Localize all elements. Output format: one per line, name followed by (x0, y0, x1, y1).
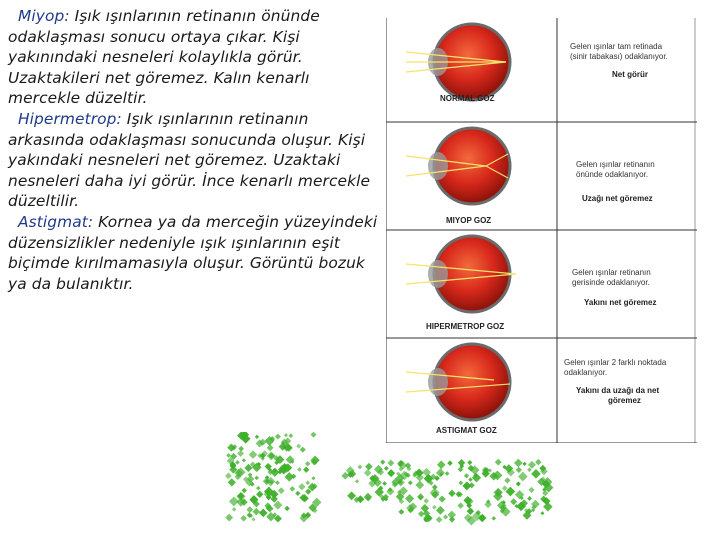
leaf-mark (387, 460, 394, 467)
leaf-mark (510, 498, 517, 505)
text-astigmat: Kornea ya da merceğin yüzeyindeki düzensizlikler nedeniyle ışık ışınlarının eşit biçimde kırılmamasıyla oluşur. Görüntü bozuk ya da bulanıktır. (8, 212, 378, 293)
leaf-mark (527, 467, 532, 472)
leaf-mark (516, 467, 522, 473)
leaf-mark (445, 471, 450, 476)
leaf-mark (252, 508, 260, 516)
leaf-mark (256, 486, 261, 491)
leaf-mark (415, 481, 424, 490)
leaf-mark (358, 465, 363, 470)
leaf-mark (275, 434, 281, 440)
leaf-mark (540, 511, 544, 515)
leaf-mark (249, 450, 257, 458)
leaf-mark (295, 491, 300, 496)
note-hipermetrop-2: gerisinde odaklanıyor. (572, 278, 650, 287)
leaf-mark (543, 502, 552, 511)
leaf-mark (495, 459, 502, 466)
leaf-mark (290, 486, 296, 492)
leaf-mark (355, 479, 359, 483)
leaf-mark (284, 506, 289, 511)
note-astigmat-3: Yakını da uzağı da net (576, 386, 660, 395)
paragraph-miyop (8, 6, 378, 109)
label-astigmat: ASTIGMAT GOZ (436, 426, 497, 435)
note-hipermetrop-1: Gelen ışınlar retinanın (572, 268, 651, 277)
leaf-mark (432, 505, 437, 510)
leaf-mark (296, 444, 301, 449)
leaf-mark (252, 517, 256, 521)
leaf-mark (284, 433, 288, 437)
leaf-mark (238, 446, 244, 452)
eye-defects-diagram (386, 18, 697, 443)
term-hipermetrop: Hipermetrop: (18, 109, 122, 128)
leaf-mark (423, 498, 429, 504)
note-normal-3: Net görür (612, 70, 648, 79)
leaf-mark (437, 460, 446, 469)
leaf-mark (387, 469, 395, 477)
leaf-mark (449, 516, 455, 522)
leaf-mark (443, 514, 448, 519)
leaf-mark (242, 488, 247, 493)
leaf-mark (237, 492, 245, 500)
paragraph-hipermetrop (8, 109, 378, 212)
term-astigmat: Astigmat: (18, 212, 94, 231)
leaf-mark (464, 473, 469, 478)
leaf-mark (502, 485, 508, 491)
leaf-mark (311, 476, 315, 480)
note-miyop-1: Gelen ışınlar retinanın (576, 160, 655, 169)
note-normal-1: Gelen ışınlar tam retinada (570, 42, 663, 51)
leaf-mark (240, 515, 247, 522)
leaves-icon (220, 432, 580, 532)
note-astigmat-2: odaklanıyor. (564, 368, 608, 377)
note-hipermetrop-3: Yakını net göremez (584, 298, 657, 307)
leaf-mark (384, 466, 389, 471)
leaf-mark (259, 509, 268, 518)
leaf-mark (522, 462, 526, 466)
leaf-mark (256, 491, 263, 498)
leaf-mark (386, 487, 394, 495)
leaf-mark (492, 516, 497, 521)
leaf-mark (516, 481, 521, 486)
leaf-mark (458, 481, 463, 486)
explanation-text (8, 6, 378, 294)
leaf-mark (255, 476, 259, 480)
leaf-mark (303, 467, 309, 473)
leaf-mark (310, 432, 316, 438)
leaf-mark (275, 480, 280, 485)
leaf-mark (226, 453, 231, 458)
leaf-mark (225, 514, 233, 522)
leaf-mark (242, 458, 246, 462)
leaf-mark (518, 472, 528, 482)
text-miyop: Işık ışınlarının retinanın önünde odaklaşması sonucu ortaya çıkar. Kişi yakınındaki nesneleri kolaylıkla görür. Uzaktakileri net göremez. Kalın kenarlı mercekle düzeltir. (8, 7, 320, 108)
term-miyop: Miyop: (18, 7, 70, 25)
leaf-mark (448, 490, 455, 497)
leaf-mark (300, 447, 306, 453)
leaf-mark (364, 469, 372, 477)
leaf-mark (228, 478, 236, 486)
leaf-mark (232, 507, 236, 511)
leaf-mark (527, 496, 532, 501)
leaf-mark (229, 496, 239, 506)
leaf-mark (341, 472, 348, 479)
leaf-mark (468, 477, 472, 481)
leaf-mark (447, 460, 453, 466)
leaf-mark (270, 495, 277, 502)
leaf-mark (467, 460, 472, 465)
paragraph-astigmat (8, 212, 378, 294)
leaf-mark (398, 509, 404, 515)
leaf-mark (528, 487, 534, 493)
leaf-mark (297, 467, 302, 472)
leaf-mark (528, 461, 536, 469)
leaf-mark (365, 463, 372, 470)
leaf-mark (418, 511, 425, 518)
leaf-mark (357, 495, 365, 503)
leaf-mark (408, 480, 413, 485)
leaf-mark (405, 494, 414, 503)
note-astigmat-1: Gelen ışınlar 2 farklı noktada (564, 358, 667, 367)
leaf-mark (255, 435, 259, 439)
label-miyop: MIYOP GOZ (446, 216, 492, 225)
leaf-mark (235, 460, 240, 465)
leaf-mark (237, 450, 244, 457)
label-normal: NORMAL GOZ (440, 94, 495, 103)
leaf-mark (225, 473, 232, 480)
leaf-mark (288, 433, 293, 438)
leaf-mark (458, 459, 465, 466)
leaf-mark (305, 461, 310, 466)
leaf-mark (467, 507, 474, 514)
leaf-mark (436, 516, 443, 523)
eye-normal-icon (386, 18, 557, 122)
text-hipermetrop: Işık ışınlarının retinanın arkasında odaklaşması sonucunda oluşur. Kişi yakındaki nesneleri net göremez. Uzaktaki nesneleri daha iyi görür. İnce kenarlı mercekle düzeltilir. (8, 109, 371, 211)
label-hipermetrop: HIPERMETROP GOZ (426, 322, 505, 331)
leaf-mark (514, 459, 523, 468)
leaf-mark (432, 484, 438, 490)
eye-miyop-icon (386, 122, 557, 230)
decorative-leaves (220, 432, 580, 532)
leaf-mark (246, 506, 253, 513)
note-miyop-3: Uzağı net göremez (582, 194, 653, 203)
leaf-mark (380, 460, 385, 465)
note-miyop-2: önünde odaklanıyor. (576, 170, 649, 179)
leaf-mark (278, 487, 285, 494)
leaf-mark (298, 483, 305, 490)
leaf-mark (472, 473, 481, 482)
leaf-mark (438, 496, 445, 503)
leaf-mark (300, 494, 308, 502)
leaf-mark (305, 481, 310, 486)
leaf-mark (310, 456, 319, 465)
leaf-mark (457, 502, 463, 508)
leaf-mark (436, 506, 445, 515)
leaf-mark (535, 459, 542, 466)
leaf-mark (504, 477, 510, 483)
note-normal-2: (sinir tabakası) odaklanıyor. (570, 52, 668, 61)
leaf-mark (531, 469, 541, 479)
leaf-mark (382, 481, 387, 486)
note-astigmat-4: göremez (608, 396, 641, 405)
leaf-mark (267, 444, 274, 451)
